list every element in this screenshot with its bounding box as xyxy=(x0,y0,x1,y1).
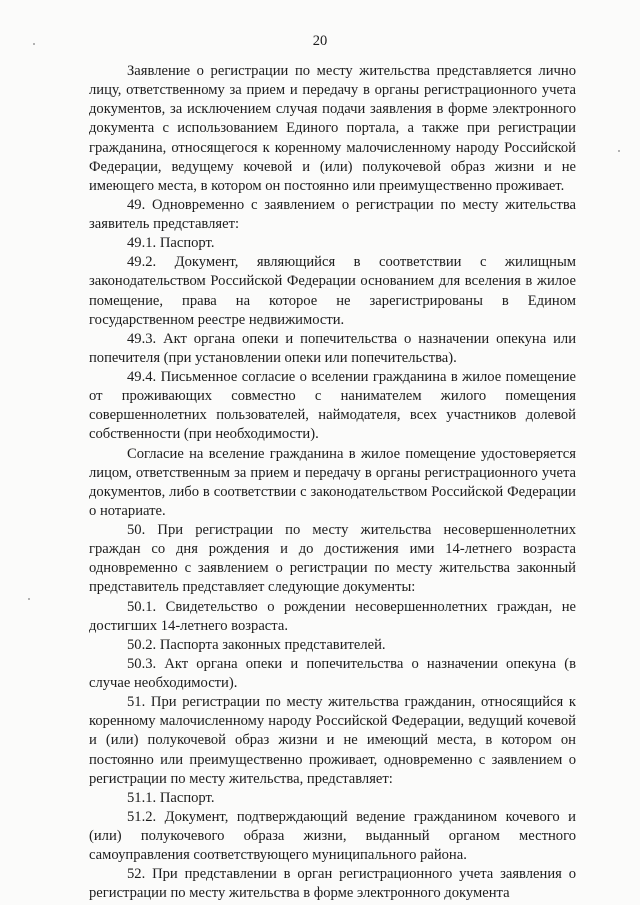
page-number: 20 xyxy=(312,33,328,49)
scan-speck xyxy=(28,598,30,600)
paragraph-50-1: 50.1. Свидетельство о рождении несовершеннолетних граждан, не достигших 14-летнего возраста. xyxy=(89,598,576,634)
paragraph-51: 51. При регистрации по месту жительства гражданин, относящийся к коренному малочисленному народу Российской Федерации, ведущий кочевой и (или) полукочевой образ жизни и не имеющий места, в котором он постоянно или преимущественно проживает, одновременно с заявлением о регистрации по месту жительства, представляет: xyxy=(89,694,576,787)
paragraph-49: 49. Одновременно с заявлением о регистрации по месту жительства заявитель представляет: xyxy=(89,196,576,232)
paragraph-50-3: 50.3. Акт органа опеки и попечительства о назначении опекуна (в случае необходимости). xyxy=(89,655,576,691)
scan-speck xyxy=(618,150,620,152)
scan-speck xyxy=(33,43,35,45)
paragraph-registration-application: Заявление о регистрации по месту жительства представляется лично лицу, ответственному за прием и передачу в органы регистрационного учета документов, за исключением случая подачи заявления в форме электронного документа с использованием Единого портала, а также при регистрации гражданина, относящегося к коренному малочисленному народу Российской Федерации, ведущему кочевой и (или) полукочевой образ жизни и не имеющего места, в котором он постоянно или преимущественно проживает. xyxy=(89,63,576,194)
paragraph-49-2: 49.2. Документ, являющийся в соответствии с жилищным законодательством Российской Федерации основанием для вселения в жилое помещение, права на которое не зарегистрированы в Едином государственном реестре недвижимости. xyxy=(89,254,576,328)
paragraph-51-2: 51.2. Документ, подтверждающий ведение гражданином кочевого и (или) полукочевого образа жизни, выданный органом местного самоуправления соответствующего муниципального района. xyxy=(89,808,576,864)
paragraph-52: 52. При представлении в орган регистрационного учета заявления о регистрации по месту жительства в форме электронного документа xyxy=(89,866,576,902)
paragraph-consent: Согласие на вселение гражданина в жилое помещение удостоверяется лицом, ответственным за прием и передачу в органы регистрационного учета документов, либо в соответствии с законодательством Российской Федерации о нотариате. xyxy=(89,445,576,519)
document-body xyxy=(89,62,576,904)
paragraph-50: 50. При регистрации по месту жительства несовершеннолетних граждан со дня рождения и до достижения ими 14-летнего возраста одновременно с заявлением о регистрации по месту жительства законный представитель представляет следующие документы: xyxy=(89,522,576,596)
paragraph-49-4: 49.4. Письменное согласие о вселении гражданина в жилое помещение от проживающих совместно с нанимателем жилого помещения совершеннолетних пользователей, наймодателя, всех участников долевой собственности (при необходимости). xyxy=(89,369,576,443)
paragraph-51-1: 51.1. Паспорт. xyxy=(127,789,215,806)
paragraph-49-1: 49.1. Паспорт. xyxy=(127,235,215,252)
paragraph-49-3: 49.3. Акт органа опеки и попечительства о назначении опекуна или попечителя (при установлении опеки или попечительства). xyxy=(89,330,576,366)
paragraph-50-2: 50.2. Паспорта законных представителей. xyxy=(127,636,386,653)
